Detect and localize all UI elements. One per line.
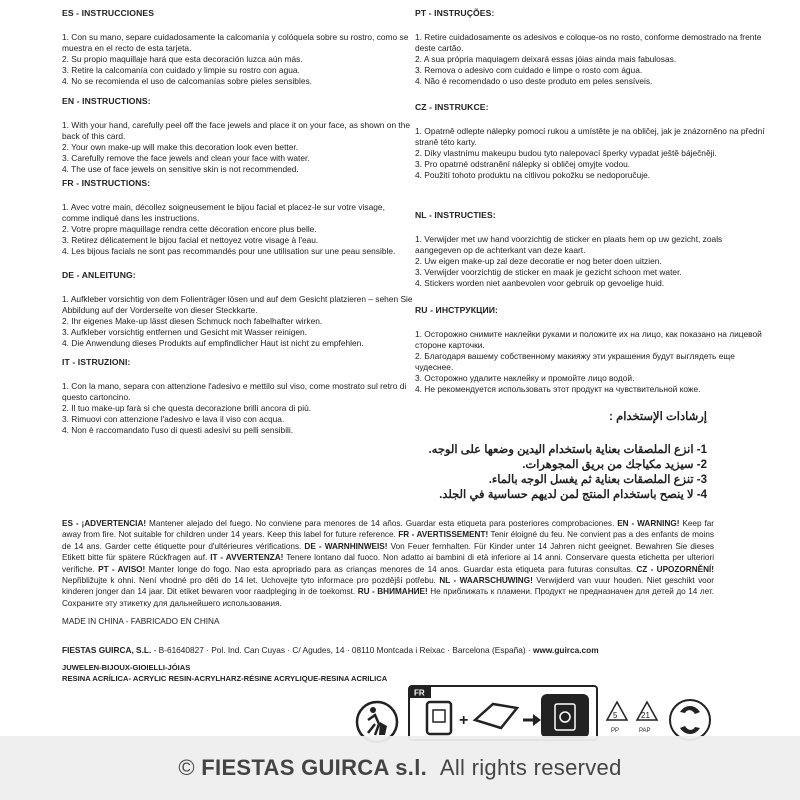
section-body (62, 294, 414, 349)
warning-text: Manter longe do fogo. Nao esta apropriado para as crianças menores de 14 anos. Guardar esta etiqueta para futuras consultas. (145, 564, 637, 574)
section-title: NL - INSTRUCTIES: (415, 210, 496, 220)
fr-label: FR (414, 688, 425, 698)
instruction-line: 1. Aufkleber vorsichtig von dem Folienträger lösen und auf dem Gesicht platzieren – sehen Sie Abbildung auf der Vorderseite von dieser Steckkarte. (62, 294, 413, 315)
section-fr (62, 178, 414, 270)
section-title: RU - ИНСТРУКЦИИ: (415, 305, 498, 315)
section-body (415, 234, 767, 289)
company-info (62, 645, 599, 655)
instruction-line: 4. Les bijous facials ne sont pas recommandés pour une utilisation sur une peau sensible. (62, 246, 396, 256)
warning-text: Mantener alejado del fuego. No conviene para menores de 14 años. Guardar esta etiqueta para posteriores comprobaciones. (146, 519, 618, 528)
section-body (415, 443, 707, 503)
instruction-line: 4. Não é recomendado o uso deste produto em peles sensíveis. (415, 76, 653, 86)
warning-text: Keep far away from fire. Not suitable for children under 14 years. Keep this label for future reference. (62, 519, 714, 540)
warning-label: EN - WARNING! (617, 519, 680, 528)
materials-line: RESINA ACRÍLICA- ACRYLIC RESIN-ACRYLHARZ-RÉSINE ACRYLIQUE-RESINA ACRILICA (62, 673, 388, 683)
warning-text: Von Feuer fernhalten. Für Kinder unter 14 Jahren nicht geeignet. Bewahren Sie dieses Etikett bitte für spätere Rückfragen auf. (62, 541, 715, 563)
section-en (62, 96, 414, 178)
instruction-line: 2. Your own make-up will make this decoration look even better. (62, 142, 299, 152)
section-title-arabic: إرشادات الإستخدام : (609, 411, 707, 423)
section-nl (415, 210, 767, 305)
section-es (62, 8, 414, 96)
instruction-line: 2. A sua própria maquiagem deixará essas jóias ainda mais fabulosas. (415, 54, 677, 64)
instruction-line: 2. Il tuo make-up farà sì che questa decorazione brilli ancora di più. (62, 403, 312, 413)
instruction-line: 3. Rimuovi con attenzione l'adesivo e lava il viso con acqua. (62, 414, 285, 424)
instruction-line: 3. Pro opatrné odstranění nálepky si obličej omyjte vodou. (415, 159, 631, 169)
left-column (62, 8, 414, 436)
warning-label: DE - WARNHINWEIS! (304, 541, 388, 551)
warning-text: Tenere lontano dal fuoco. Non adatto ai bambini di età inferiore ai 14 anni. Conservare questa etichetta per ulteriori verifiche. (62, 553, 715, 574)
footer (0, 736, 800, 800)
instruction-line: 1. With your hand, carefully peel off the face jewels and place it on your face, as shown on the back of this card. (62, 120, 411, 141)
section-pt (415, 8, 767, 102)
pp-code: PP (611, 728, 620, 734)
pap-code: PAP (639, 728, 651, 734)
warning-text: Не приближать к пламени. Продукт не предназначен для детей до 14 лет. Сохраните эту этикетку для дальнейшего использования. (62, 587, 715, 608)
pap-recycle-icon (637, 702, 657, 734)
warning-text: Tenir éloigné du feu. Ne convient pas a des enfants de moins de 14 ans. Garder cette étiquette pour d'ultérieures vérifications. (62, 530, 714, 551)
instruction-line: 2. Su propio maquillaje hará que esta decoración luzca aún más. (62, 54, 303, 64)
instruction-line: 2. Díky vlastnímu makeupu budou tyto nalepovací šperky vypadat ještě báječněji. (415, 148, 717, 158)
instruction-line: 2. Votre propre maquillage rendra cette décoration encore plus belle. (62, 224, 317, 234)
section-ar (415, 409, 767, 503)
instruction-line: 1. Con su mano, separe cuidadosamente la calcomanía y colóquela sobre su rostro, como se muestra en el recto de esta tarjeta. (62, 32, 409, 53)
instruction-line: 2. Ihr eigenes Make-up lässt diesen Schmuck noch fabelhafter wirken. (62, 316, 323, 326)
instruction-line: 3. Aufkleber vorsichtig entfernen und Gesicht mit Wasser reinigen. (62, 327, 308, 337)
section-body (62, 120, 414, 175)
section-body (62, 32, 414, 87)
section-de (62, 270, 414, 357)
section-title: IT - ISTRUZIONI: (62, 357, 131, 367)
section-title: FR - INSTRUCTIONS: (62, 178, 151, 188)
instruction-line: 2. Благодаря вашему собственному макияжу эти украшения будут выглядеть еще чудеснее. (415, 351, 735, 372)
instruction-line: 4. Non è raccomandato l'uso di questi adesivi su pelli sensibili. (62, 425, 294, 435)
section-cz (415, 102, 767, 210)
green-dot-icon (670, 700, 710, 740)
instruction-line: 4. Použití tohoto produktu na citlivou pokožku se nedoporučuje. (415, 170, 651, 180)
warning-text: Verwijderd van vuur houden. Niet geschikt voor kinderen jonger dan 14 jaar. Dit etiket bewaren voor raadpleging in de toekomst. (62, 576, 715, 597)
plus-icon: + (459, 712, 469, 729)
company-website: www.guirca.com (533, 645, 599, 655)
sachet-icon (475, 704, 517, 728)
section-body (415, 32, 767, 87)
footer-rights: All rights reserved (439, 755, 622, 780)
instruction-line: 3. Retirez délicatement le bijou facial et nettoyez votre visage à l'eau. (62, 235, 319, 245)
section-body (415, 126, 767, 181)
warning-label: CZ - UPOZORNĚNÍ! (636, 564, 714, 574)
instruction-line: 4. No se recomienda el uso de calcomanías sobre pieles sensibles. (62, 76, 312, 86)
materials-line: JUWELEN-BIJOUX-GIOIELLI-JÓIAS (62, 663, 191, 672)
pap-number: 21 (641, 711, 650, 720)
instruction-line: 1. Opatrně odlepte nálepky pomocí rukou a umístěte je na obličej, jak je znázorněno na přední straně této karty. (415, 126, 765, 147)
instruction-line: 4. Не рекомендуется использовать этот продукт на чувствительной коже. (415, 384, 701, 394)
warning-block (62, 518, 714, 609)
card-icon (427, 702, 451, 734)
instruction-line: 1. Осторожно снимите наклейки руками и положите их на лицо, как показано на лицевой стороне карточки. (415, 329, 762, 350)
section-title: CZ - INSTRUKCE: (415, 102, 489, 112)
warning-label: IT - AVVERTENZA! (210, 553, 284, 563)
instruction-line: 1. Con la mano, separa con attenzione l'adesivo e mettilo sul viso, come mostrato sul retro di questo cartoncino. (62, 381, 407, 402)
instruction-line: 3. Remova o adesivo com cuidado e limpe o rosto com água. (415, 65, 643, 75)
company-name: FIESTAS GUIRCA, S.L. (62, 645, 152, 655)
warning-label: FR - AVERTISSEMENT! (398, 530, 489, 540)
instruction-line: 3. Verwijder voorzichtig de sticker en maak je gezicht schoon met water. (415, 267, 682, 277)
section-title: DE - ANLEITUNG: (62, 270, 136, 280)
pp-recycle-icon (607, 702, 627, 734)
section-body (62, 381, 414, 436)
section-title: PT - INSTRUÇÕES: (415, 8, 495, 18)
instruction-line: 3. Retire la calcomanía con cuidado y limpie su rostro con agua. (62, 65, 300, 75)
instruction-line: 1- انزع الملصقات بعناية باستخدام اليدين وضعها على الوجه. (428, 444, 707, 456)
bin-icon (541, 694, 589, 738)
warning-label: RU - ВНИМАНИЕ! (357, 587, 428, 597)
instruction-line: 2- سيزيد مكياجك من بريق المجوهرات. (522, 459, 707, 471)
instruction-line: 1. Avec votre main, décollez soigneusement le bijou facial et placez-le sur votre visage, comme indiqué dans les instructions. (62, 202, 385, 223)
copyright-symbol: © (178, 755, 195, 780)
instruction-line: 3. Carefully remove the face jewels and clean your face with water. (62, 153, 310, 163)
footer-brand: FIESTAS GUIRCA s.l. (201, 755, 428, 780)
instruction-line: 1. Retire cuidadosamente os adesivos e coloque-os no rosto, conforme demostrado na frente deste cartão. (415, 32, 762, 53)
instruction-line: 4. The use of face jewels on sensitive skin is not recommended. (62, 164, 299, 174)
section-title: ES - INSTRUCCIONES (62, 8, 155, 18)
right-column (415, 8, 767, 503)
company-details: - B-61640827 · Pol. Ind. Can Cuyas · C/ Agudes, 14 · 08110 Montcada i Reixac · Barcelona (España) · (151, 645, 533, 655)
warning-text: Nepřibližujte k ohni. Není vhodné pro děti do 14 let. Uchovejte tyto informace pro pozdější potřebu. (62, 576, 440, 586)
made-in-label: MADE IN CHINA - FABRICADO EN CHINA (62, 617, 220, 626)
section-body (62, 202, 414, 257)
section-ru (415, 305, 767, 409)
materials-info (62, 663, 387, 684)
warning-label: ES - ¡ADVERTENCIA! (62, 519, 147, 528)
warning-label: PT - AVISO! (98, 564, 146, 574)
instruction-line: 4. Stickers worden niet aanbevolen voor gebruik op gevoelige huid. (415, 278, 665, 288)
arrow-icon (523, 714, 541, 726)
section-body (415, 329, 767, 395)
instruction-line: 3- تنزع الملصقات بعناية ثم يغسل الوجه بالماء. (488, 474, 707, 486)
instruction-line: 4. Die Anwendung dieses Produkts auf empfindlicher Haut ist nicht zu empfehlen. (62, 338, 364, 348)
instruction-line: 3. Осторожно удалите наклейку и промойте лицо водой. (415, 373, 635, 383)
section-title: EN - INSTRUCTIONS: (62, 96, 151, 106)
section-it (62, 357, 414, 436)
instruction-line: 1. Verwijder met uw hand voorzichtig de sticker en plaats hem op uw gezicht, zoals aangegeven op de achterkant van deze kaart. (415, 234, 723, 255)
warning-label: NL - WAARSCHUWING! (439, 576, 533, 586)
instruction-line: 4- لا ينصح باستخدام المنتج لمن لديهم حساسية في الجلد. (439, 489, 707, 501)
instruction-line: 2. Uw eigen make-up zal deze decoratie er nog beter doen uitzien. (415, 256, 662, 266)
pp-number: 5 (613, 711, 618, 720)
